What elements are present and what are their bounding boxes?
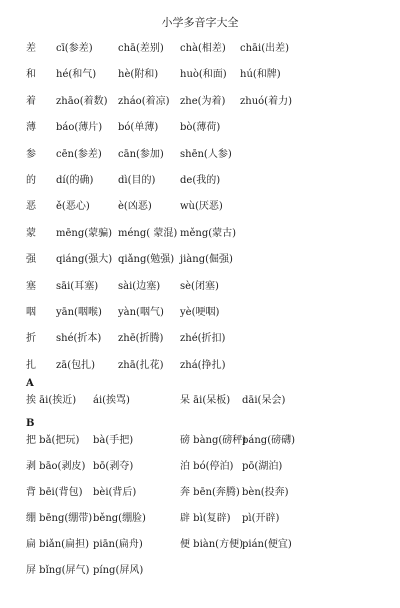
char-row	[0, 561, 400, 577]
char-row	[0, 250, 400, 266]
reading-entry: zhé(折扣)	[180, 333, 226, 345]
char-label: 的	[26, 175, 36, 186]
char-label: 咽	[26, 307, 36, 318]
reading-entry: 扁 biǎn(扁担)	[26, 539, 89, 550]
reading-entry: è(凶恶)	[118, 201, 152, 213]
reading-entry: hé(和气)	[56, 69, 97, 81]
reading-entry: báo(薄片)	[56, 122, 103, 134]
char-row	[0, 145, 400, 161]
reading-entry: zhe(为着)	[180, 95, 226, 107]
reading-entry: páng(磅礴)	[242, 435, 296, 446]
reading-entry: ái(挨骂)	[93, 395, 130, 406]
reading-entry: cān(参加)	[118, 148, 164, 160]
reading-entry: hè(附和)	[118, 69, 159, 81]
reading-entry: cēn(参差)	[56, 148, 102, 160]
char-label: 强	[26, 254, 36, 266]
char-label: 恶	[26, 201, 36, 213]
reading-entry: dí(的确)	[56, 175, 94, 186]
reading-entry: jiàng(倔强)	[180, 254, 233, 266]
char-row	[0, 197, 400, 213]
reading-entry: mēng(蒙骗)	[56, 227, 113, 239]
reading-entry: sāi(耳塞)	[56, 280, 99, 292]
reading-entry: dì(目的)	[118, 175, 156, 186]
char-row	[0, 457, 400, 473]
char-row	[0, 171, 400, 187]
reading-entry: piān(扁舟)	[93, 539, 143, 550]
reading-entry: ě(恶心)	[56, 201, 90, 213]
reading-entry: bò(薄荷)	[180, 122, 221, 134]
char-row	[0, 118, 400, 134]
char-label: 折	[26, 333, 36, 345]
reading-entry: chāi(出差)	[240, 43, 290, 54]
char-label: 扎	[26, 359, 36, 371]
section-letter: B	[26, 418, 35, 429]
reading-entry: 辟 bì(复辟)	[180, 513, 231, 524]
char-row	[0, 356, 400, 372]
char-row	[0, 431, 400, 447]
reading-entry: huò(和面)	[180, 69, 227, 81]
reading-entry: zhá(挣扎)	[180, 359, 226, 371]
char-label: 薄	[26, 122, 36, 134]
reading-entry: 泊 bó(停泊)	[180, 461, 234, 472]
reading-entry: bó(单薄)	[118, 122, 159, 134]
reading-entry: wù(厌恶)	[180, 201, 223, 213]
reading-entry: yān(咽喉)	[56, 307, 102, 318]
reading-entry: zhā(扎花)	[118, 359, 164, 371]
reading-entry: hú(和牌)	[240, 69, 281, 81]
reading-entry: 屏 bǐng(屏气)	[26, 565, 90, 576]
reading-entry: 挨 āi(挨近)	[26, 395, 77, 406]
reading-entry: de(我的)	[180, 175, 221, 186]
reading-entry: bèn(投奔)	[242, 487, 289, 498]
char-row	[0, 483, 400, 499]
reading-entry: chà(相差)	[180, 43, 226, 54]
section-letter: A	[26, 378, 34, 389]
reading-entry: běng(绷脸)	[93, 513, 146, 524]
reading-entry: zhāo(着数)	[56, 95, 108, 107]
reading-entry: pō(湖泊)	[242, 461, 283, 472]
reading-entry: 奔 bēn(奔腾)	[180, 487, 240, 498]
reading-entry: 把 bǎ(把玩)	[26, 435, 80, 446]
char-label: 和	[26, 69, 36, 81]
char-label: 着	[26, 95, 36, 107]
reading-entry: cī(参差)	[56, 43, 93, 54]
char-row	[0, 277, 400, 293]
char-label: 塞	[26, 280, 36, 292]
char-label: 蒙	[26, 227, 36, 239]
reading-entry: méng( 蒙混)	[118, 227, 178, 239]
char-row	[0, 535, 400, 551]
reading-entry: píng(屏风)	[93, 565, 144, 576]
document-title: 小学多音字大全	[161, 16, 239, 29]
char-row	[0, 65, 400, 81]
char-row	[0, 329, 400, 345]
char-row	[0, 39, 400, 55]
reading-entry: shé(折本)	[56, 333, 102, 345]
reading-entry: sè(闭塞)	[180, 280, 219, 292]
reading-entry: zhē(折腾)	[118, 333, 164, 345]
reading-entry: 磅 bàng(磅秤)	[180, 435, 247, 446]
char-row	[0, 224, 400, 240]
reading-entry: zhuó(着力)	[240, 95, 292, 107]
reading-entry: zā(包扎)	[56, 359, 96, 371]
reading-entry: 绷 bēng(绷带)	[26, 513, 93, 524]
char-label: 差	[26, 43, 36, 54]
reading-entry: pián(便宜)	[242, 539, 292, 550]
reading-entry: pì(开辟)	[242, 513, 280, 524]
reading-entry: bō(剥夺)	[93, 461, 134, 472]
char-row	[0, 303, 400, 319]
reading-entry: shēn(人参)	[180, 148, 232, 160]
reading-entry: 背 bēi(背包)	[26, 487, 83, 498]
reading-entry: chā(差别)	[118, 43, 164, 54]
reading-entry: yàn(咽气)	[118, 307, 164, 318]
char-row	[0, 92, 400, 108]
reading-entry: 便 biàn(方便)	[180, 539, 243, 550]
reading-entry: qiǎng(勉强)	[118, 254, 175, 266]
reading-entry: zháo(着凉)	[118, 95, 170, 107]
reading-entry: dāi(呆会)	[242, 395, 286, 406]
reading-entry: yè(哽咽)	[180, 307, 220, 318]
char-row	[0, 509, 400, 525]
reading-entry: qiáng(强大)	[56, 254, 113, 266]
reading-entry: 呆 āi(呆板)	[180, 395, 231, 406]
reading-entry: sài(边塞)	[118, 280, 161, 292]
reading-entry: 剥 bāo(剥皮)	[26, 461, 86, 472]
reading-entry: bà(手把)	[93, 435, 134, 446]
char-row	[0, 391, 400, 407]
reading-entry: měng(蒙古)	[180, 227, 237, 239]
char-label: 参	[26, 148, 36, 160]
reading-entry: bèi(背后)	[93, 487, 137, 498]
